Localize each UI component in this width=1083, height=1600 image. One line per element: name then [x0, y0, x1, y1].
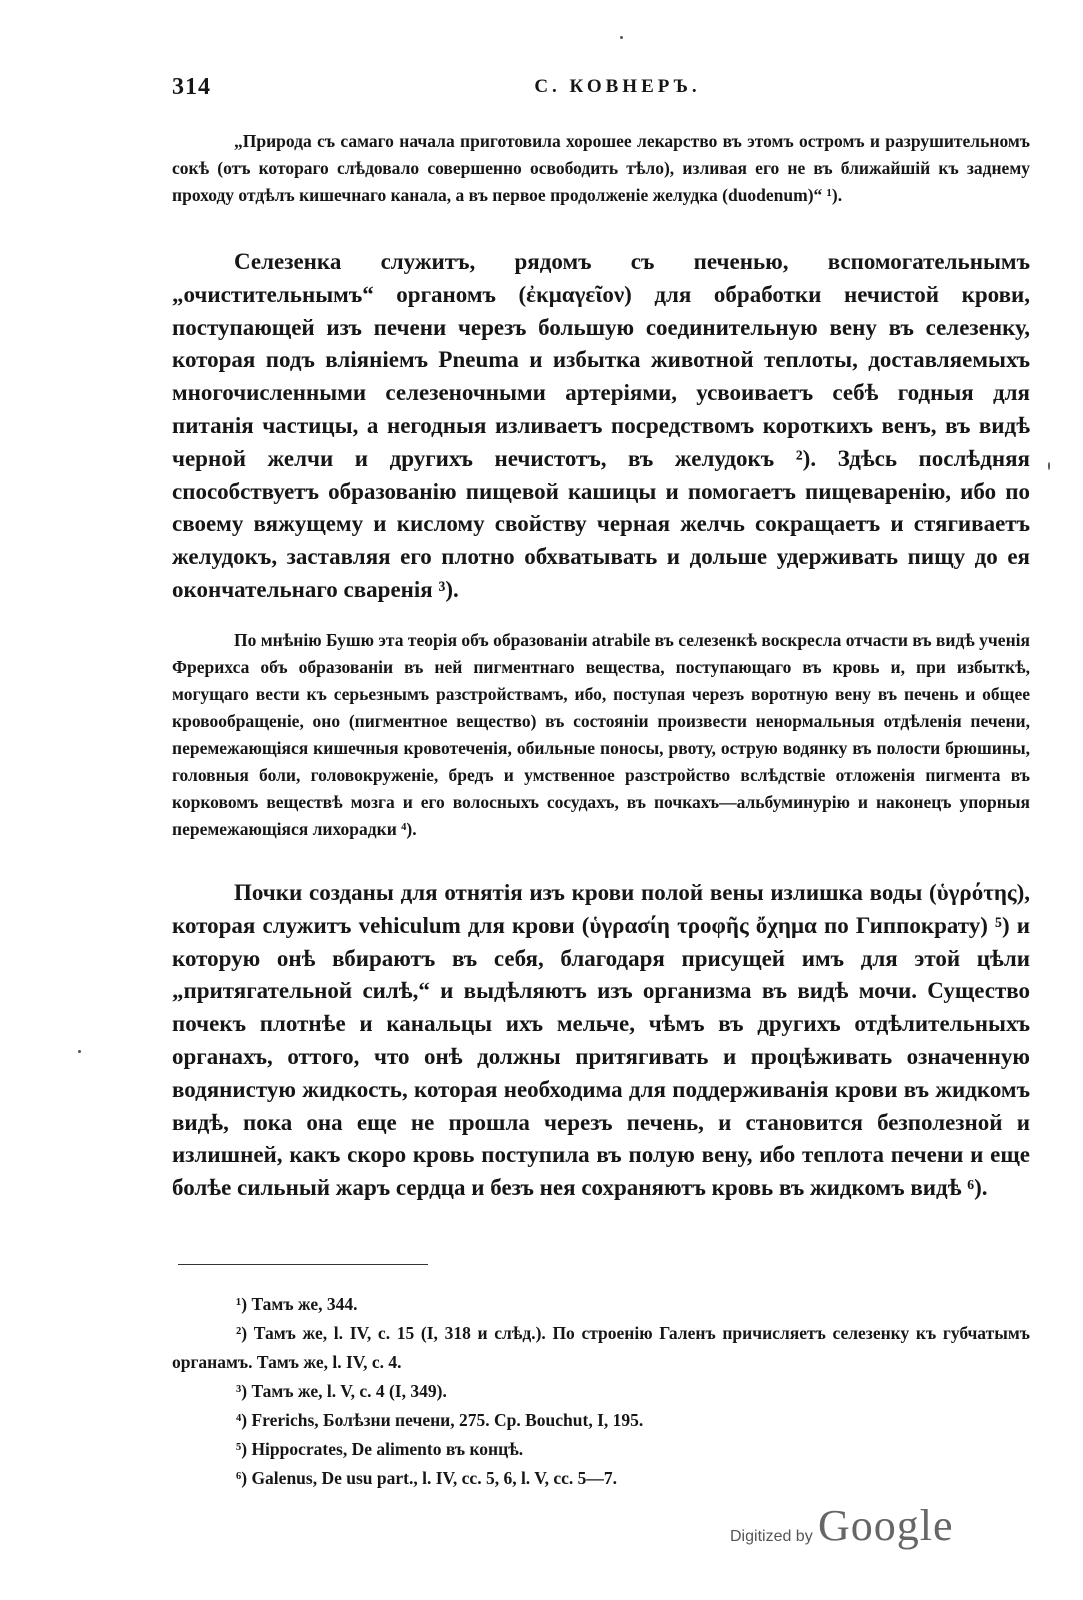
footnote-3: ³) Тамъ же, l. V, c. 4 (I, 349).: [236, 1381, 447, 1401]
scan-speck: [78, 1050, 81, 1053]
page-header: [172, 74, 1003, 108]
body-paragraph-kidneys: Почки созданы для отнятія изъ крови полой вены излишка воды (ὑγρότης), которая служитъ vehiculum для крови (ὑγρασίη τροφῆς ὄχημα по Гиппократу) ⁵) и которую онѣ вбираютъ въ себя, благодаря присущей имъ для этой цѣли „притягательной силѣ,“ и выдѣляютъ изъ организма въ видѣ мочи. Существо почекъ плотнѣе и канальцы ихъ мельче, чѣмъ въ другихъ отдѣлительныхъ органахъ, оттого, что онѣ должны притягивать и процѣживать означенную водянистую жидкость, которая необходима для поддерживанія крови въ жидкомъ видѣ, пока она еще не прошла черезъ печень, и становится безполезной и излишней, какъ скоро кровь поступила въ полую вену, ибо теплота печени и еще болѣе сильный жаръ сердца и безъ нея сохраняютъ кровь въ жидкомъ видѣ ⁶).: [172, 880, 1030, 1201]
footnote-2: ²) Тамъ же, l. IV, c. 15 (I, 318 и слѣд.). По строенію Галенъ причисляетъ селезенку къ губчатымъ органамъ. Тамъ же, l. IV, c. 4.: [172, 1323, 1030, 1372]
footnote-1: ¹) Тамъ же, 344.: [236, 1294, 358, 1314]
page-number: 314: [172, 74, 211, 100]
footnote-divider: [178, 1264, 428, 1265]
quotation-paragraph-2: По мнѣнію Бушю эта теорія объ образованіи atrabile въ селезенкѣ воскресла отчасти въ видѣ ученія Фрерихса объ образованіи въ ней пигментнаго вещества, поступающаго въ кровь и, при избыткѣ, могущаго вести къ серьезнымъ разстройствамъ, ибо, поступая черезъ воротную вену въ печень и общее кровообращеніе, оно (пигментное вещество) въ состояніи произвести ненормальныя отдѣленія печени, перемежающіяся кишечныя кровотеченія, обильные поносы, рвоту, острую водянку въ полости брюшины, головныя боли, головокруженіе, бредъ и умственное разстройство вслѣдствіе отложенія пигмента въ корковомъ веществѣ мозга и его волосныхъ сосудахъ, въ почкахъ—альбуминурію и наконецъ упорныя перемежающіяся лихорадки ⁴).: [172, 630, 1030, 839]
watermark-prefix: Digitized by: [730, 1528, 813, 1545]
scan-speck: [1048, 462, 1050, 470]
digitized-watermark: [730, 1500, 990, 1560]
scan-speck: [620, 36, 623, 39]
google-logo: Google: [818, 1501, 954, 1550]
footnote-6: ⁶) Galenus, De usu part., l. IV, cc. 5, 6, l. V, cc. 5—7.: [236, 1468, 618, 1488]
body-paragraph-spleen: Селезенка служитъ, рядомъ съ печенью, вспомогательнымъ „очистительнымъ“ органомъ (ἐκμαγεῖον) для обработки нечистой крови, поступающей изъ печени черезъ большую соединительную вену въ селезенку, которая подъ вліяніемъ Pneuma и избытка животной теплоты, доставляемыхъ многочисленными селезеночными артеріями, усвоиваетъ себѣ годныя для питанія частицы, а негодныя изливаетъ посредствомъ короткихъ венъ, въ видѣ черной желчи и другихъ нечистотъ, въ желудокъ ²). Здѣсь послѣдняя способствуетъ образованію пищевой кашицы и помогаетъ пищеваренію, ибо по своему вяжущему и кислому свойству черная желчь сокращаетъ и стягиваетъ желудокъ, заставляя его плотно обхватывать и дольше удерживать пищу до ея окончательнаго сваренія ³).: [172, 249, 1030, 602]
footnote-5: ⁵) Hippocrates, De alimento въ концѣ.: [236, 1439, 524, 1459]
footnotes: [172, 1290, 1030, 1493]
running-head: С. КОВНЕРЪ.: [534, 76, 701, 97]
quotation-paragraph-1: „Природа съ самаго начала приготовила хорошее лекарство въ этомъ остромъ и разрушительномъ сокѣ (отъ котораго слѣдовало совершенно освободить тѣло), изливая его не въ ближайшій къ заднему проходу отдѣлъ кишечнаго канала, а въ первое продолженіе желудка (duodenum)“ ¹).: [172, 131, 1030, 205]
footnote-4: ⁴) Frerichs, Болѣзни печени, 275. Ср. Bouchut, I, 195.: [236, 1410, 644, 1430]
